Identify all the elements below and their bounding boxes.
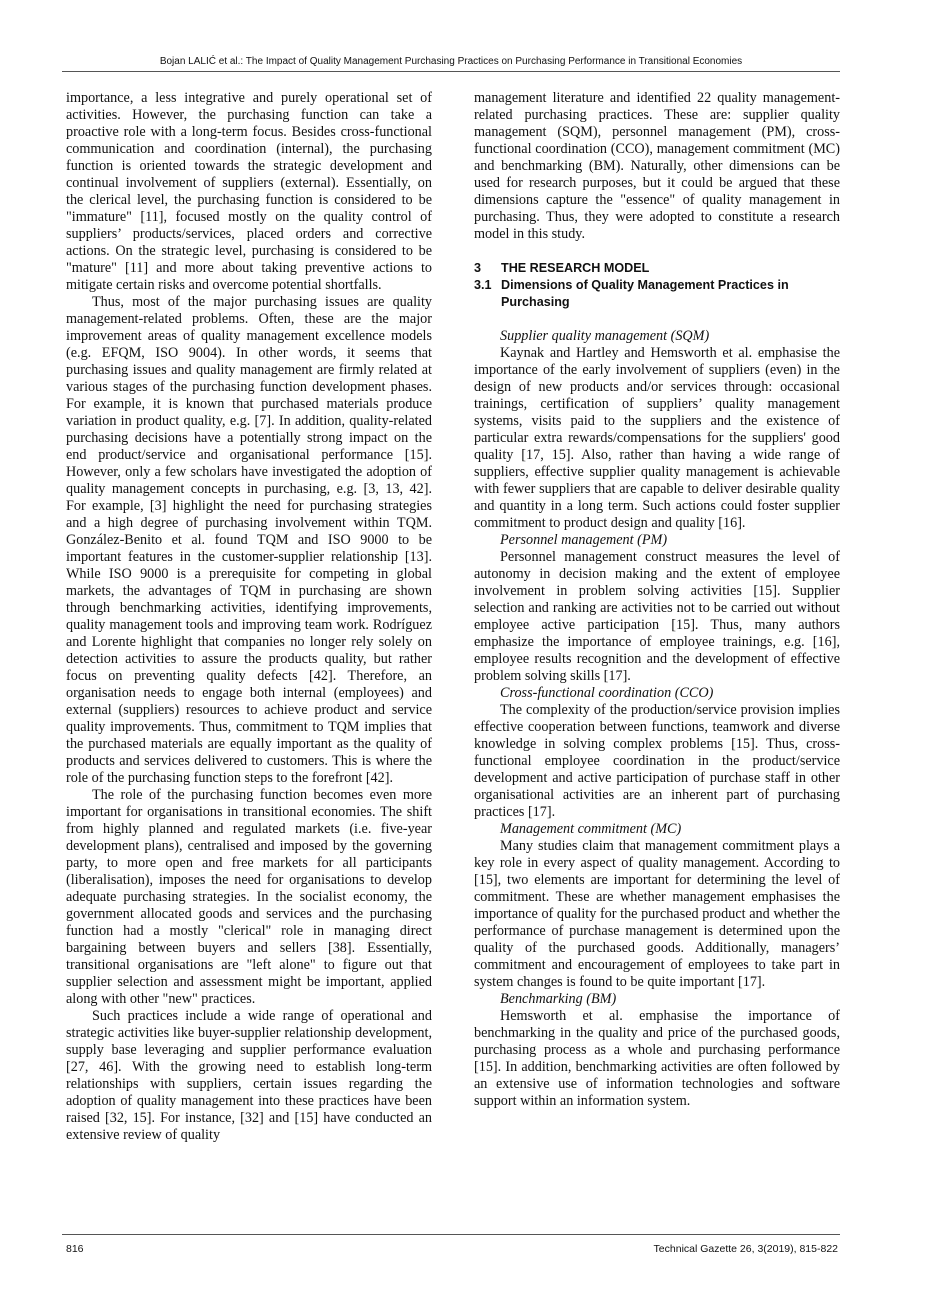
paragraph: Many studies claim that management commitment plays a key role in every aspect of quality management. According to [15], two elements are important for determining the level of commitment. These are whether management emphasises the importance of quality for the purchased product and whether the performance of purchase management is determined upon the quality of the purchased goods. Additionally, managers’ commitment and encouragement of employees to take part in system changes is found to be quite important [17]. — [474, 838, 840, 990]
paragraph: The role of the purchasing function becomes even more important for organisations in transitional economies. The shift from highly planned and regulated markets (i.e. five-year development plans), centralised and imposed by the governing party, to more open and free markets for all participants (liberalisation), imposes the need for organisations to develop adequate purchasing strategies. In the socialist economy, the government allocated goods and services and the purchasing function had a mostly "clerical" role in managing direct bargaining between buyers and sellers [38]. Essentially, transitional organisations are "left alone" to figure out that supplier selection and assessment might be important, applied along with other "new" practices. — [66, 787, 432, 1007]
bm-heading: Benchmarking (BM) — [500, 991, 617, 1007]
subsection-number: 3.1 — [474, 278, 492, 292]
cco-heading: Cross-functional coordination (CCO) — [500, 685, 714, 701]
running-header: Bojan LALIĆ et al.: The Impact of Quality Management Purchasing Practices on Purchasing Performance in Transitional Economies — [159, 56, 743, 67]
header-divider — [62, 71, 840, 72]
left-column — [66, 90, 432, 1144]
mc-heading: Management commitment (MC) — [500, 821, 682, 837]
right-column — [474, 90, 840, 1110]
paragraph: Such practices include a wide range of operational and strategic activities like buyer-supplier relationship development, supply base leveraging and supplier performance evaluation [27, 46]. With the growing need to establish long-term relationships with suppliers, certain issues regarding the adoption of quality management into these practices have been raised [32, 15]. For instance, [32] and [15] have conducted an extensive review of quality — [66, 1008, 432, 1143]
paragraph: The complexity of the production/service provision implies effective cooperation between functions, teamwork and diverse knowledge in solving complex problems [15]. Thus, cross-functional employee coordination in the product/service development and active participation of purchase staff in other organisational activities are an inherent part of purchasing practices [17]. — [474, 702, 840, 820]
page-number: 816 — [66, 1243, 84, 1255]
pm-heading: Personnel management (PM) — [500, 532, 668, 548]
paragraph: Personnel management construct measures the level of autonomy in decision making and the extent of employee involvement in problem solving activities [15]. Supplier selection and ranking are activities not to be carried out without employee active participation [15]. Thus, many authors emphasize the importance of employee trainings, e.g. [16], employee results recognition and the development of effective problem solving skills [17]. — [474, 549, 840, 684]
paragraph: importance, a less integrative and purely operational set of activities. However, the purchasing function can take a proactive role with a long-term focus. Besides cross-functional communication and coordination (internal), the purchasing function is oriented towards the strategic development and continual involvement of suppliers (external). Essentially, on the clerical level, the purchasing function is considered to be "immature" [11], focused mostly on the quality control of suppliers’ products/services, placed orders and corrective actions. On the strategic level, purchasing is considered to be "mature" [11] and more about taking preventive actions to mitigate certain risks and overcome potential shortfalls. — [66, 90, 432, 293]
subsection-heading — [474, 277, 840, 311]
sqm-heading: Supplier quality management (SQM) — [500, 328, 710, 344]
paragraph: Kaynak and Hartley and Hemsworth et al. emphasise the importance of the early involvement of suppliers (even) in the design of new products and/or services through: occasional trainings, certification of suppliers’ quality management systems, visits paid to the suppliers and the existence of particular extra rewards/compensations for the suppliers' good quality [17, 15]. Also, rather than having a wide range of suppliers, effective supplier quality management is achievable with fewer suppliers that are capable to deliver desirable quality and quantity in a long term. Such actions could foster supplier commitment to product design and quality [16]. — [474, 345, 840, 531]
paragraph: management literature and identified 22 quality management-related purchasing practices. These are: supplier quality management (SQM), personnel management (PM), cross-functional coordination (CCO), management commitment (MC) and benchmarking (BM). Naturally, other dimensions can be used for research purposes, but it could be argued that these dimensions capture the "essence" of quality management in purchasing. Thus, they were adopted to constitute a research model in this study. — [474, 90, 840, 242]
journal-citation: Technical Gazette 26, 3(2019), 815-822 — [653, 1243, 838, 1255]
paragraph: Hemsworth et al. emphasise the importance of benchmarking in the quality and price of the purchased goods, purchasing process as a whole and purchasing performance [15]. In addition, benchmarking activities are often followed by an extensive use of information technologies and software support within an information system. — [474, 1008, 840, 1109]
section-title: THE RESEARCH MODEL — [501, 261, 650, 275]
section-heading — [474, 260, 840, 277]
subsection-title: Dimensions of Quality Management Practices in Purchasing — [501, 278, 789, 309]
footer-divider — [62, 1234, 840, 1235]
section-number: 3 — [474, 261, 482, 275]
paragraph: Thus, most of the major purchasing issues are quality management-related problems. Often, these are the major improvement areas of quality management excellence models (e.g. EFQM, ISO 9004). In other words, it seems that purchasing issues and quality management are firmly related at various stages of the purchasing function development phases. For example, it is known that purchased materials produce variation in product quality, e.g. [7]. In addition, quality-related purchasing decisions have a potentially strong impact on the end product/service and organisational performance [15]. However, only a few scholars have investigated the adoption of quality management concepts in purchasing, e.g. [3, 13, 42]. For example, [3] highlight the need for purchasing strategies and a high degree of purchasing involvement within TQM. González-Benito et al. found TQM and ISO 9000 to be important features in the customer-supplier relationship [13]. While ISO 9000 is a prerequisite for competing in global markets, the advantages of TQM in purchasing are shown through benchmarking activities, identifying improvements, quality management tools and improving team work. Rodríguez and Lorente highlight that companies no longer rely solely on detection activities to assure the products quality, but rather focus on preventing quality defects [42]. Therefore, an organisation needs to engage both internal (employees) and external (suppliers) resources to achieve product and service quality improvements. Thus, commitment to TQM implies that the purchased materials are equally important as the quality of products and services delivered to customers. This is where the role of the purchasing function steps to the forefront [42]. — [66, 294, 432, 786]
